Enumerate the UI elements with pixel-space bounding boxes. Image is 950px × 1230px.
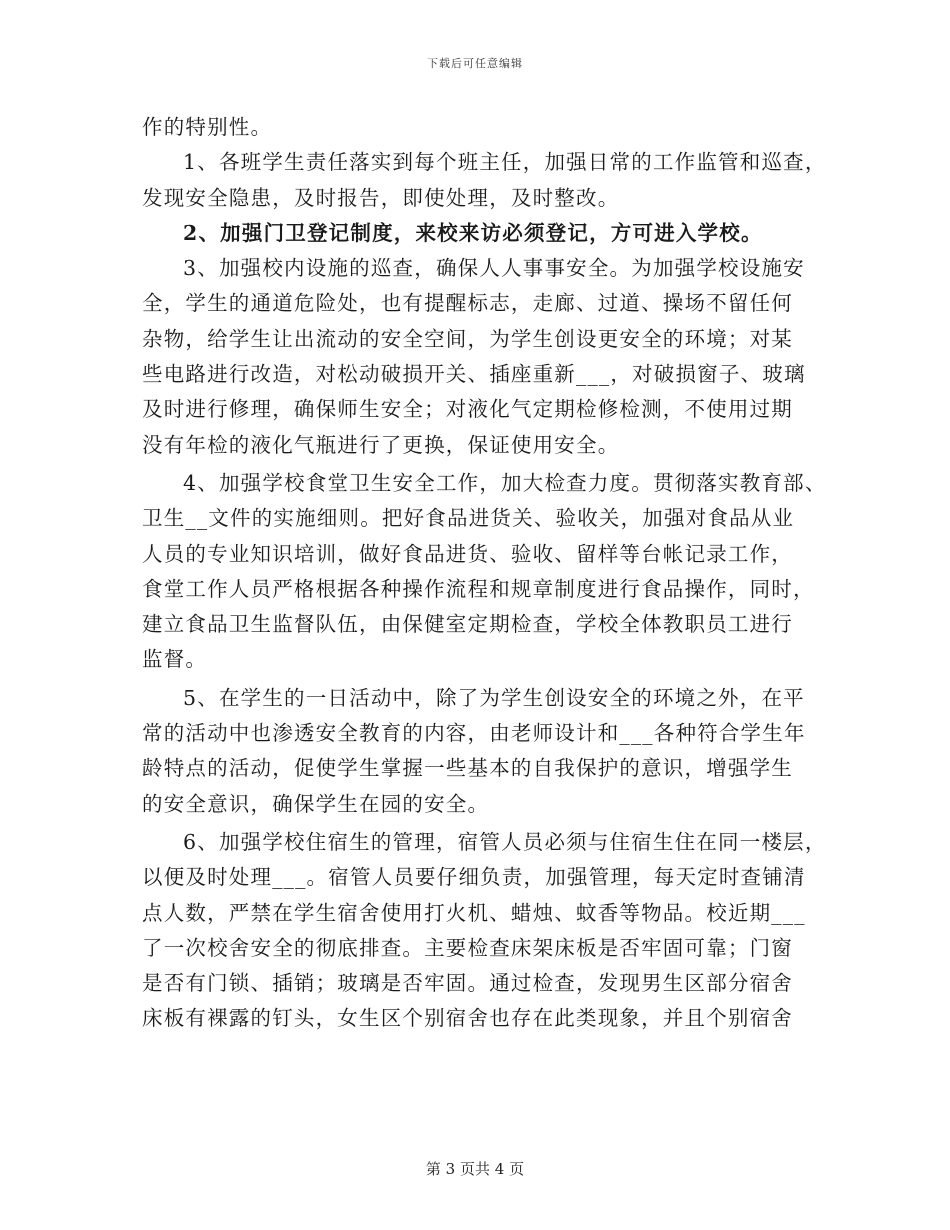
text-line: 是否有门锁、插销；玻璃是否牢固。通过检查，发现男生区部分宿舍 <box>142 971 793 996</box>
text-line: 监督。 <box>142 647 208 672</box>
text-line: 作的特别性。 <box>142 115 273 139</box>
document-body <box>142 110 827 1037</box>
text-line: 以便及时处理___。宿管人员要仔细负责，加强管理，每天定时查铺清 <box>142 865 806 890</box>
page-header: 下载后可任意编辑 <box>427 57 523 70</box>
text-line: 建立食品卫生监督队伍，由保健室定期检查，学校全体教职员工进行 <box>142 612 793 637</box>
text-line: 没有年检的液化气瓶进行了更换，保证使用安全。 <box>142 432 620 457</box>
text-line: 床板有裸露的钉头，女生区个别宿舍也存在此类现象，并且个别宿舍 <box>142 1006 793 1031</box>
text-line: 食堂工作人员严格根据各种操作流程和规章制度进行食品操作，同时， <box>142 576 815 601</box>
text-line: 了一次校舍安全的彻底排查。主要检查床架床板是否牢固可靠；门窗 <box>142 935 793 960</box>
paragraph-4-line: 4、加强学校食堂卫生安全工作，加大检查力度。贯彻落实教育部、 <box>183 470 827 495</box>
paragraph-6-line: 6、加强学校住宿生的管理，宿管人员必须与住宿生住在同一楼层， <box>183 829 827 854</box>
text-line: 常的活动中也渗透安全教育的内容，由老师设计和___各种符合学生年 <box>142 721 806 746</box>
text-line: 人员的专业知识培训，做好食品进货、验收、留样等台帐记录工作， <box>142 541 793 566</box>
text-line: 杂物，给学生让出流动的安全空间，为学生创设更安全的环境；对某 <box>142 326 793 351</box>
paragraph-5-line: 5、在学生的一日活动中，除了为学生创设安全的环境之外，在平 <box>183 685 805 710</box>
page-footer: 第 3 页共 4 页 <box>425 1160 525 1178</box>
text-line: 龄特点的活动，促使学生掌握一些基本的自我保护的意识，增强学生 <box>142 756 793 781</box>
paragraph-3-line: 3、加强校内设施的巡查，确保人人事事安全。为加强学校设施安 <box>183 256 805 281</box>
paragraph-2-bold-line: 2、加强门卫登记制度，来校来访必须登记，方可进入学校。 <box>183 220 763 245</box>
text-line: 卫生__文件的实施细则。把好食品进货关、验收关，加强对食品从业 <box>142 506 795 531</box>
text-line: 发现安全隐患，及时报告，即使处理，及时整改。 <box>142 185 620 210</box>
paragraph-1-line: 1、各班学生责任落实到每个班主任，加强日常的工作监管和巡查， <box>183 150 827 175</box>
text-line: 及时进行修理，确保师生安全；对液化气定期检修检测，不使用过期 <box>142 397 793 422</box>
text-line: 全，学生的通道危险处，也有提醒标志，走廊、过道、操场不留任何 <box>142 291 793 316</box>
text-line: 的安全意识，确保学生在园的安全。 <box>142 791 490 816</box>
text-line: 点人数，严禁在学生宿舍使用打火机、蜡烛、蚊香等物品。校近期___ <box>142 900 806 925</box>
text-line: 些电路进行改造，对松动破损开关、插座重新___，对破损窗子、玻璃 <box>142 362 806 387</box>
